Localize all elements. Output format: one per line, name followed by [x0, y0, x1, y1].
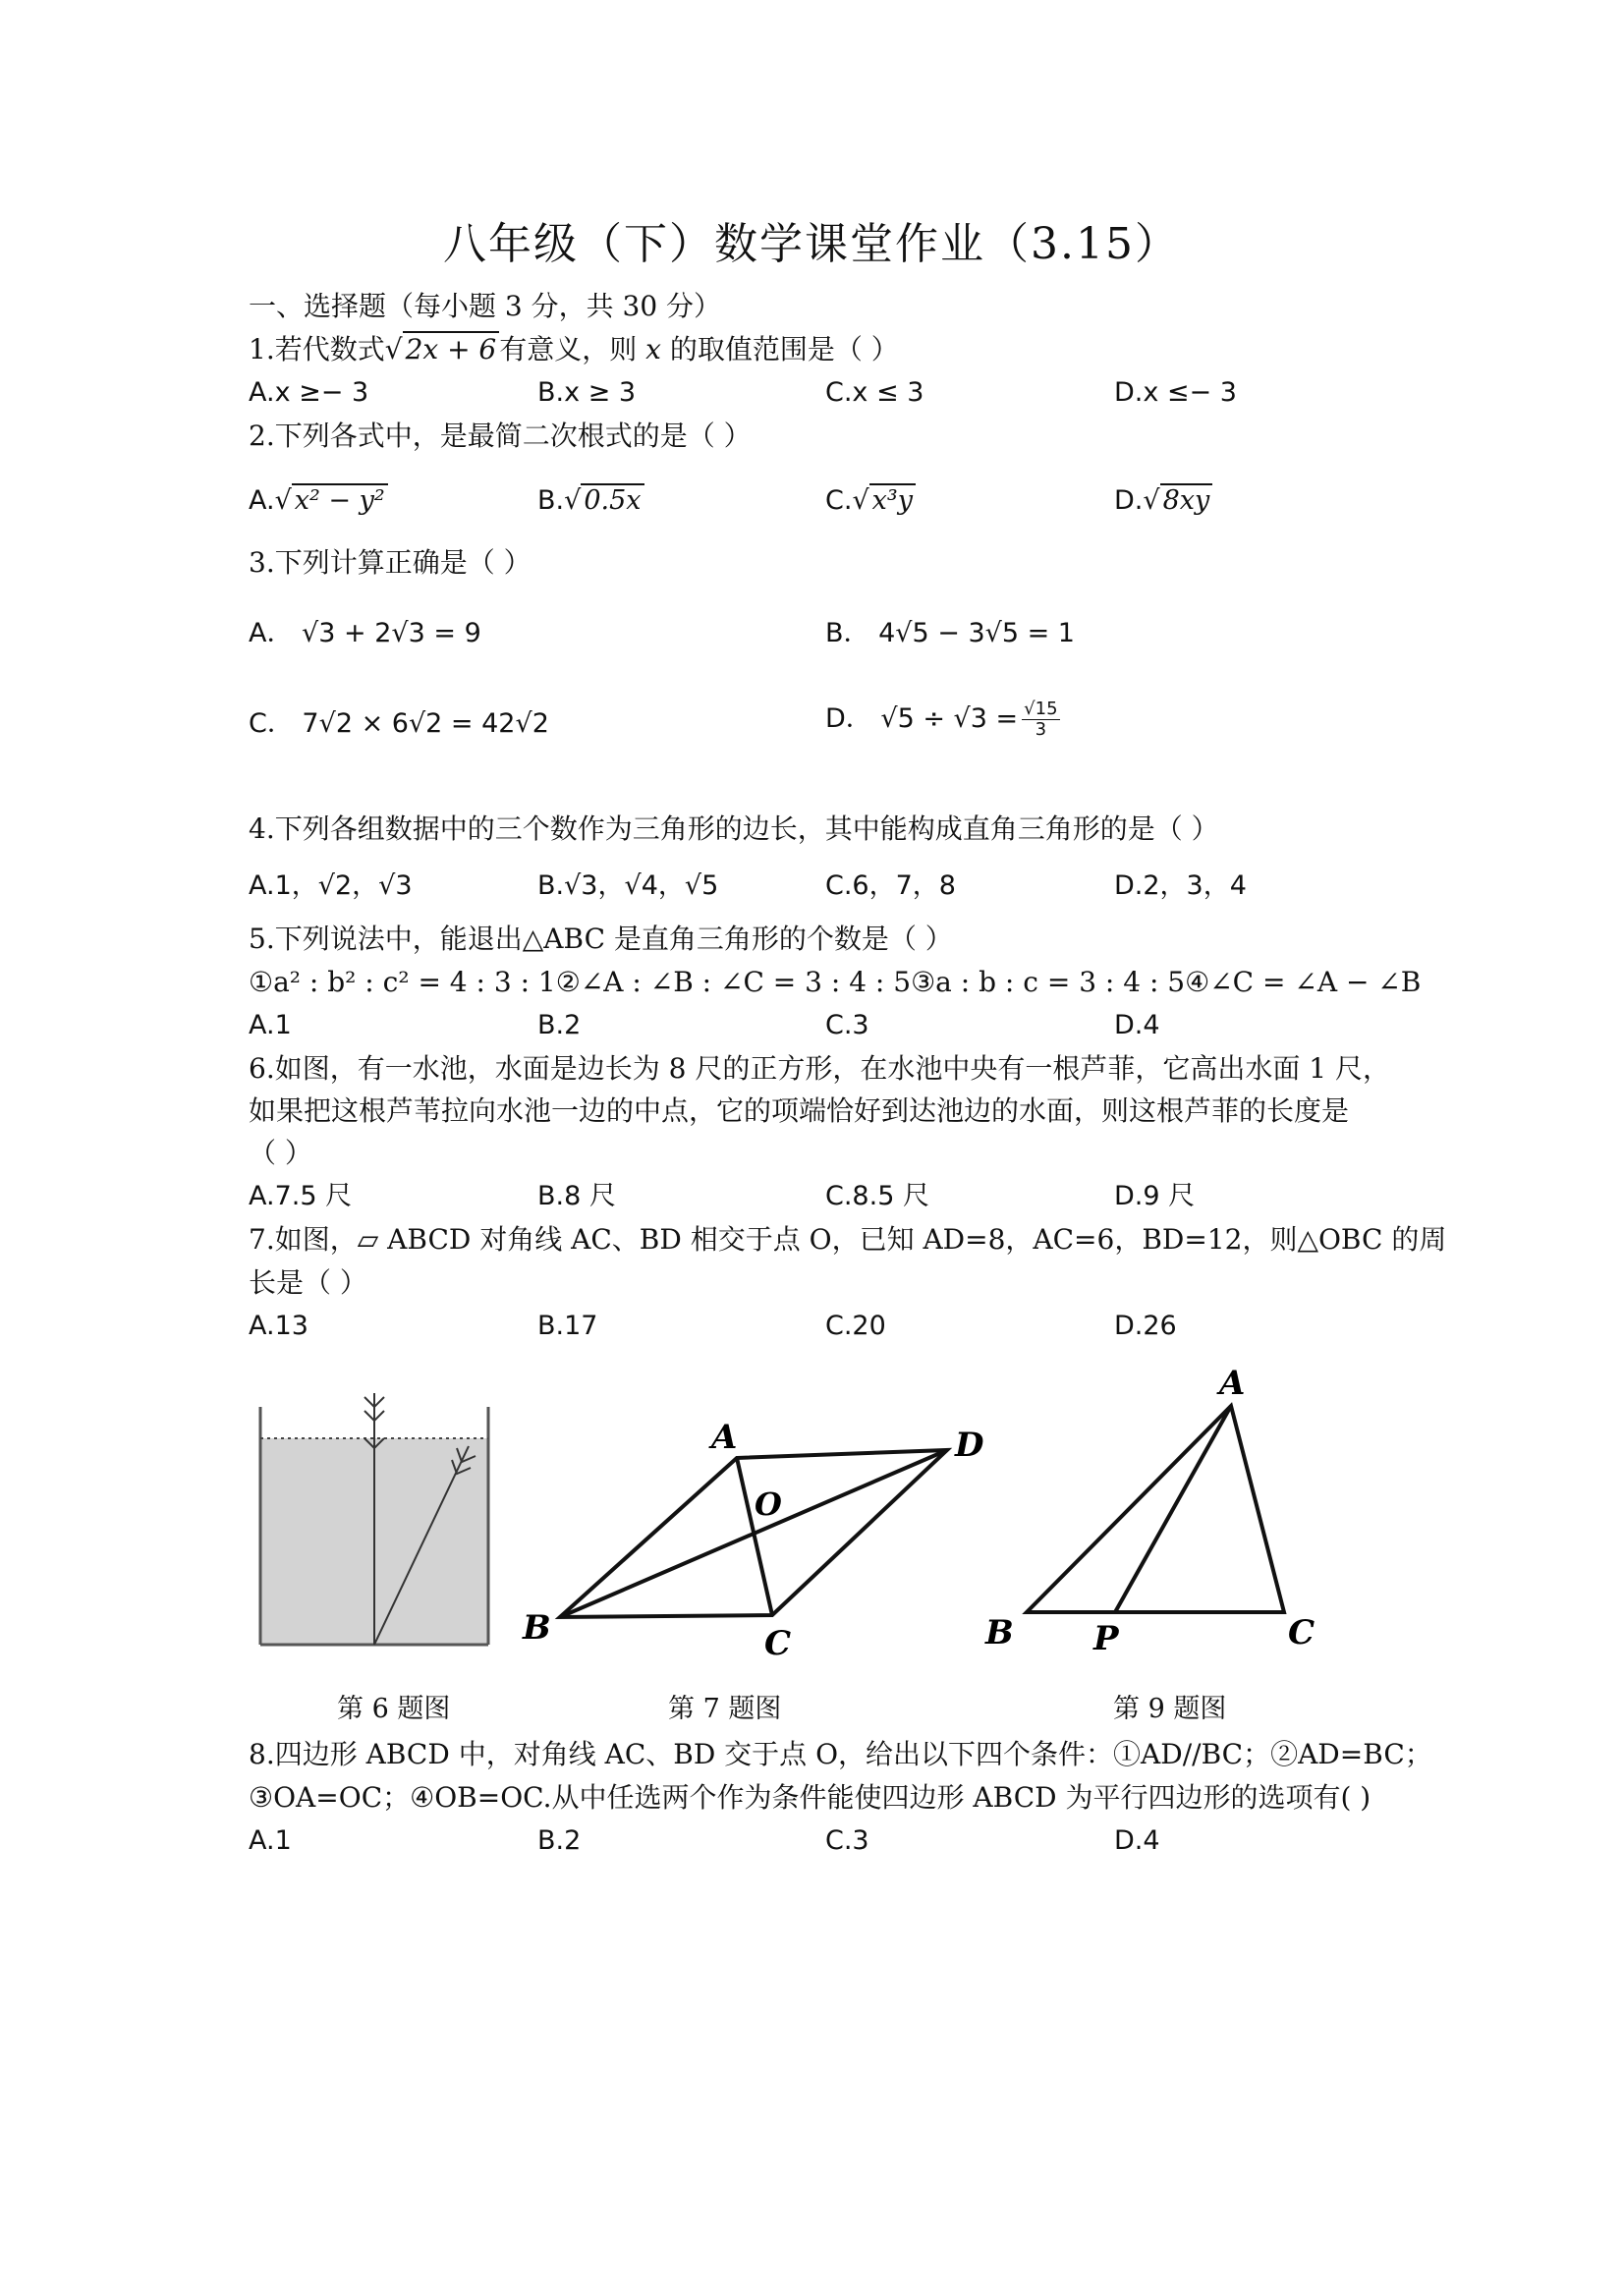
label-p: P [1093, 1619, 1119, 1658]
q5-option-a: A.1 [249, 1010, 292, 1040]
q2-option-d: D.√ 8xy [1114, 481, 1212, 521]
label-b: B [985, 1613, 1014, 1652]
q6-option-b: B.8 尺 [537, 1181, 616, 1211]
question-5-stem: 5.下列说法中，能退出△ABC 是直角三角形的个数是（ ） [249, 923, 953, 955]
q2-option-c: C.√ x³y [825, 481, 916, 521]
q8-option-c: C.3 [825, 1825, 869, 1856]
q7-option-c: C.20 [825, 1311, 886, 1341]
segment-ap [1115, 1406, 1231, 1612]
label-b: B [523, 1608, 551, 1648]
q2-option-b: B.√ 0.5x [537, 481, 644, 521]
q6-option-a: A.7.5 尺 [249, 1181, 353, 1211]
q8-option-a: A.1 [249, 1825, 292, 1856]
question-7-stem-line-2: 长是（ ） [249, 1266, 367, 1299]
q7-option-d: D.26 [1114, 1311, 1177, 1341]
label-c: C [1288, 1613, 1315, 1652]
section-heading: 一、选择题（每小题 3 分，共 30 分） [249, 290, 722, 322]
caption-figure-6: 第 6 题图 [337, 1694, 451, 1724]
q5-option-c: C.3 [825, 1010, 869, 1040]
q8-option-d: D.4 [1114, 1825, 1160, 1856]
question-3-stem: 3.下列计算正确是（ ） [249, 546, 532, 579]
caption-figure-7: 第 7 题图 [668, 1694, 782, 1724]
q7-option-a: A.13 [249, 1311, 308, 1341]
q1-option-b: B.x ≥ 3 [537, 377, 637, 408]
figure-6-pool-diagram [251, 1385, 498, 1655]
q1-option-a: A.x ≥− 3 [249, 377, 369, 408]
q8-option-b: B.2 [537, 1825, 582, 1856]
label-a: A [1219, 1364, 1246, 1403]
question-8-stem-line-1: 8.四边形 ABCD 中，对角线 AC、BD 交于点 O，给出以下四个条件：①AD//BC；②AD=BC； [249, 1738, 1432, 1770]
figure-7-parallelogram [511, 1395, 1002, 1670]
q2-option-a: A.√ x² − y² [249, 481, 388, 521]
q4-option-d: D.2，3，4 [1114, 870, 1247, 901]
question-8-stem-line-2: ③OA=OC；④OB=OC.从中任选两个作为条件能使四边形 ABCD 为平行四边形的选项有( ) [249, 1781, 1371, 1814]
q3-option-d: D． √5 ÷ √3 = $\frac{√15}{3}$ [825, 699, 1058, 740]
q1-option-d: D.x ≤− 3 [1114, 377, 1237, 408]
caption-figure-9: 第 9 题图 [1113, 1694, 1227, 1724]
question-4-stem: 4.下列各组数据中的三个数作为三角形的边长，其中能构成直角三角形的是（ ） [249, 812, 1219, 845]
q5-option-d: D.4 [1114, 1010, 1160, 1040]
q4-option-b: B.√3，√4，√5 [537, 870, 719, 901]
label-d: D [955, 1426, 984, 1465]
q1-option-c: C.x ≤ 3 [825, 377, 924, 408]
question-6-stem-line-2: 如果把这根芦苇拉向水池一边的中点，它的项端恰好到达池边的水面，则这根芦菲的长度是 [249, 1094, 1350, 1127]
q3-option-c: C． 7√2 × 6√2 = 42√2 [249, 708, 549, 739]
label-o: O [755, 1485, 782, 1523]
q3-option-a: A． √3 + 2√3 = 9 [249, 618, 481, 648]
question-1-stem: 1.若代数式√ 2x + 6 有意义，则 x 的取值范围是（ ） [249, 333, 899, 365]
question-6-stem-line-3: （ ） [249, 1137, 312, 1169]
label-c: C [764, 1624, 792, 1663]
page-title: 八年级（下）数学课堂作业（3.15） [443, 219, 1180, 269]
label-a: A [711, 1418, 738, 1457]
q6-option-d: D.9 尺 [1114, 1181, 1196, 1211]
question-7-stem-line-1: 7.如图，▱ ABCD 对角线 AC、BD 相交于点 O，已知 AD=8，AC=6，BD=12，则△OBC 的周 [249, 1223, 1447, 1256]
q7-option-b: B.17 [537, 1311, 598, 1341]
q4-option-a: A.1，√2，√3 [249, 870, 413, 901]
question-2-stem: 2.下列各式中，是最简二次根式的是（ ） [249, 420, 752, 452]
q5-option-b: B.2 [537, 1010, 582, 1040]
q6-option-c: C.8.5 尺 [825, 1181, 929, 1211]
diagonal-bd [560, 1450, 947, 1617]
q4-option-c: C.6，7，8 [825, 870, 956, 901]
question-6-stem-line-1: 6.如图，有一水池，水面是边长为 8 尺的正方形，在水池中央有一根芦菲，它高出水面 1 尺， [249, 1052, 1390, 1085]
question-5-conditions: ①a² : b² : c² = 4 : 3 : 1②∠A : ∠B : ∠C = 3 : 4 : 5③a : b : c = 3 : 4 : 5④∠C = ∠A − ∠B [249, 966, 1422, 998]
q3-option-b: B． 4√5 − 3√5 = 1 [825, 618, 1075, 648]
figure-9-triangle [978, 1361, 1341, 1665]
